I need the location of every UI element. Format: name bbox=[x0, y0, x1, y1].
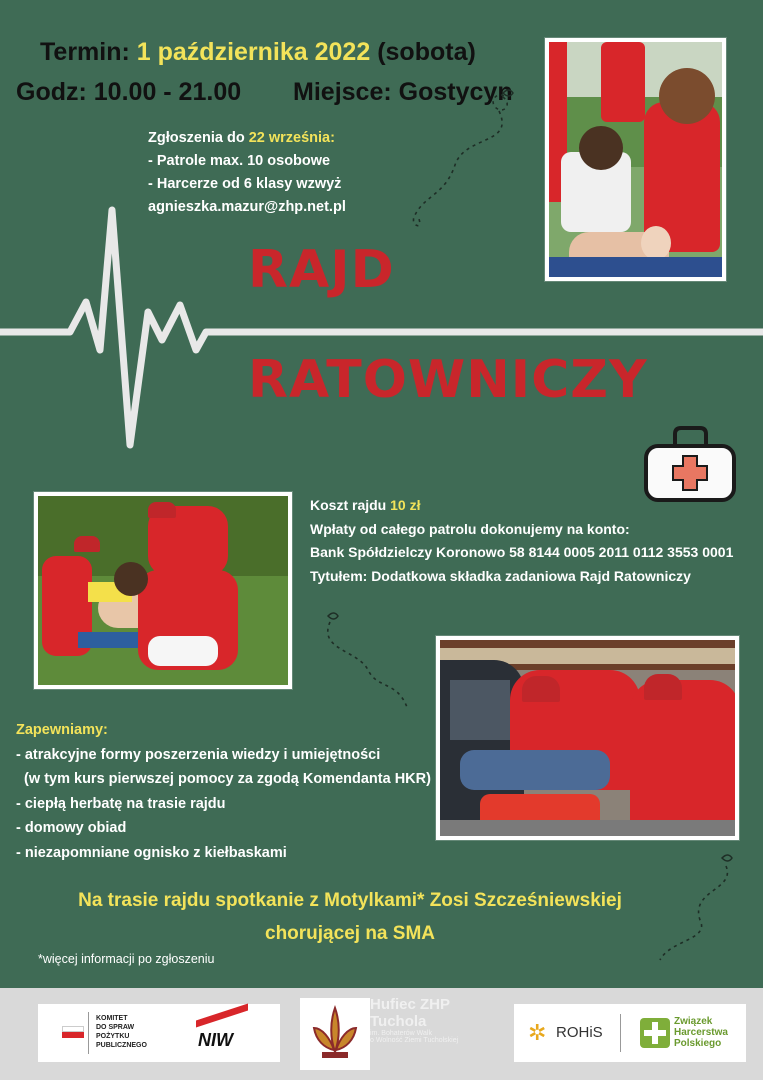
godz-value: 10.00 - 21.00 bbox=[93, 78, 242, 106]
photo-cpr-training bbox=[545, 38, 726, 281]
termin-day: (sobota) bbox=[377, 38, 476, 66]
ensure-list bbox=[16, 718, 431, 865]
termin-label: Termin: bbox=[40, 38, 130, 66]
butterfly-trail-icon bbox=[395, 85, 525, 235]
godz-label: Godz: bbox=[16, 78, 87, 106]
list-item: - domowy obiad bbox=[16, 820, 127, 836]
zhp-cross-icon bbox=[640, 1018, 670, 1048]
cost-bank-account: Bank Spółdzielczy Koronowo 58 8144 0005 2011 0112 3553 0001 bbox=[310, 544, 734, 560]
miejsce-label: Miejsce: bbox=[293, 78, 392, 106]
miejsce-value: Gostycyn bbox=[398, 78, 513, 106]
cost-payment-line: Wpłaty od całego patrolu dokonujemy na konto: bbox=[310, 520, 630, 537]
photo-rescue-exercise-grass bbox=[34, 492, 292, 689]
cost-transfer-title: Tytułem: Dodatkowa składka zadaniowa Rajd Ratowniczy bbox=[310, 567, 691, 584]
list-item: - atrakcyjne formy poszerzenia wiedzy i umiejętności bbox=[16, 746, 381, 763]
title-ratowniczy: RATOWNICZY bbox=[248, 350, 648, 410]
cost-amount-line: Koszt rajdu 10 zł bbox=[310, 497, 421, 513]
list-item: - niezapomniane ognisko z kiełbaskami bbox=[16, 844, 287, 861]
registration-patrol-size: - Patrole max. 10 osobowe bbox=[148, 153, 331, 169]
rohis-zhp-logos: ✲ ROHiS Związek Harcerstwa Polskiego bbox=[514, 1004, 746, 1062]
registration-age: - Harcerze od 6 klasy wzwyż bbox=[148, 176, 342, 192]
registration-deadline: Zgłoszenia do 22 września: bbox=[148, 130, 335, 146]
hufiec-text: Hufiec ZHP Tuchola im. Bohaterów Walk o Wolność Ziemi Tucholskiej bbox=[370, 996, 459, 1044]
butterfly-trail-icon bbox=[318, 610, 418, 720]
rohis-label: ROHiS bbox=[556, 1024, 603, 1041]
list-item: - ciepłą herbatę na trasie rajdu bbox=[16, 795, 226, 812]
cost-info bbox=[310, 494, 733, 588]
niw-label: NIW bbox=[198, 1030, 233, 1050]
registration-email[interactable]: agnieszka.mazur@zhp.net.pl bbox=[148, 199, 346, 215]
footnote: *więcej informacji po zgłoszeniu bbox=[38, 952, 215, 966]
flag-icon bbox=[62, 1026, 84, 1038]
event-date-line bbox=[40, 38, 476, 67]
title-rajd: RAJD bbox=[248, 240, 395, 300]
meeting-line1: Na trasie rajdu spotkanie z Motylkami* Zosi Szcześniewskiej bbox=[78, 890, 622, 911]
hufiec-emblem bbox=[300, 998, 370, 1070]
flower-icon: ✲ bbox=[528, 1020, 547, 1045]
ensure-heading: Zapewniamy: bbox=[16, 722, 108, 738]
sponsor-footer bbox=[0, 988, 763, 1080]
lily-emblem-icon bbox=[300, 998, 370, 1070]
meeting-info bbox=[0, 884, 700, 950]
kpp-niw-logo: KOMITET DO SPRAW POŻYTKU PUBLICZNEGO NIW bbox=[38, 1004, 280, 1062]
photo-car-rescue bbox=[436, 636, 739, 840]
termin-date: 1 października 2022 bbox=[136, 38, 371, 66]
meeting-line2: chorującej na SMA bbox=[265, 923, 435, 944]
list-item: (w tym kurs pierwszej pomocy za zgodą Komendanta HKR) bbox=[16, 771, 431, 787]
